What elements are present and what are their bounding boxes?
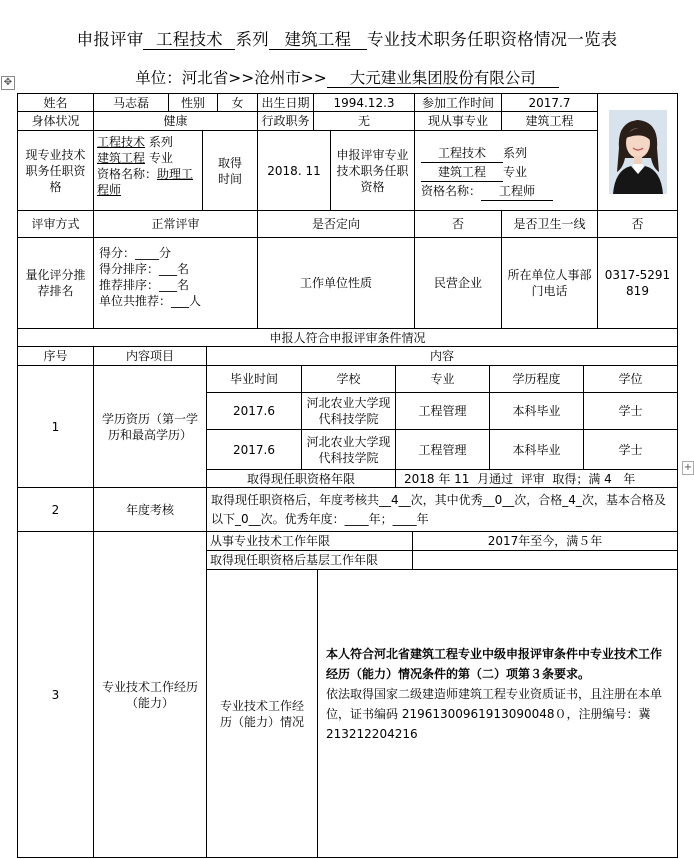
admin-post-value: 无: [313, 111, 415, 131]
edu-header-grad-time: 毕业时间: [206, 365, 302, 393]
apply-qual-label: 申报评审专业技术职务任职资格: [330, 130, 415, 211]
apply-major: 建筑工程: [421, 163, 503, 182]
current-qual-name: 助理工程师: [97, 167, 194, 197]
exp-detail-text: [326, 644, 671, 744]
page-title: [0, 26, 694, 50]
edu-row2-degree: 学士: [583, 429, 678, 470]
major-label: 现从事专业: [414, 111, 502, 131]
exp-no: 3: [17, 531, 94, 858]
current-qual-prefix: 资格名称：: [97, 167, 158, 181]
unit-label: 单位：河北省>>沧州市>>: [135, 69, 327, 87]
edu-header-degree-level: 学历程度: [489, 365, 584, 393]
current-series-suffix: 系列: [148, 135, 173, 149]
table-move-handle[interactable]: ✥: [1, 76, 15, 90]
current-qual-name-line: [97, 166, 199, 198]
hr-phone-label: 所在单位人事部门电话: [501, 237, 598, 329]
exp-detail-normal: 依法取得国家二级建造师建筑工程专业资质证书，且注册在本单位，证书编码 21961300961913090048０，注册编号：冀213212204216: [326, 687, 663, 741]
unit-name: 大元建业集团股份有限公司: [327, 69, 559, 88]
current-series-line: [97, 134, 199, 150]
title-field: 建筑工程: [269, 31, 367, 50]
edu-row1-school: 河北农业大学现代科技学院: [301, 392, 396, 430]
unit-line: [0, 66, 694, 88]
gender-value: 女: [217, 93, 258, 112]
total-recommend-line: 单位共推荐：___人: [99, 294, 202, 308]
title-series: 工程技术: [143, 31, 235, 50]
edu-row2-school: 河北农业大学现代科技学院: [301, 429, 396, 470]
name-value: 马志磊: [93, 93, 169, 112]
apply-series: 工程技术: [421, 144, 503, 163]
edu-item: 学历资历（第一学历和最高学历）: [93, 365, 207, 488]
hr-phone-value: 0317-5291819: [597, 237, 678, 329]
assess-text: 取得现任职资格后，年度考核共__4__次，其中优秀__0__次，合格_4_次，基本合格及以下_0__次。优秀年度：____年；____年: [206, 487, 678, 532]
current-qual-label: 现专业技术职务任职资格: [17, 130, 94, 211]
photo-cell: [597, 93, 678, 211]
section-title: 申报人符合申报评审条件情况: [17, 328, 678, 347]
edu-row1-degree-level: 本科毕业: [489, 392, 584, 430]
title-mid: 系列: [235, 30, 269, 49]
apply-series-line: [421, 144, 553, 163]
birth-label: 出生日期: [257, 93, 314, 112]
edu-row2-grad-time: 2017.6: [206, 429, 302, 470]
col-no-header: 序号: [17, 346, 94, 366]
edu-row2-major: 工程管理: [395, 429, 490, 470]
table-add-row-handle[interactable]: +: [683, 462, 693, 473]
health-frontline-value: 否: [597, 210, 678, 238]
current-major-suffix: 专业: [148, 151, 173, 165]
health-label: 身体状况: [17, 111, 94, 131]
score-rank-line: 得分排序：___名: [99, 262, 190, 276]
applicant-photo: [609, 110, 667, 194]
gender-label: 性别: [168, 93, 218, 112]
health-frontline-label: 是否卫生一线: [501, 210, 598, 238]
assess-item: 年度考核: [93, 487, 207, 532]
major-value: 建筑工程: [501, 111, 598, 131]
edu-row1-degree: 学士: [583, 392, 678, 430]
current-major: 建筑工程: [97, 151, 146, 165]
edu-header-school: 学校: [301, 365, 396, 393]
current-qual-lines: [97, 134, 199, 198]
grassroots-years-label: 取得现任职资格后基层工作年限: [206, 550, 413, 570]
review-method-label: 评审方式: [17, 210, 94, 238]
edu-header-major: 专业: [395, 365, 490, 393]
recommend-rank-line: 推荐排序：___名: [99, 278, 190, 292]
edu-row1-grad-time: 2017.6: [206, 392, 302, 430]
unit-nature-value: 民营企业: [414, 237, 502, 329]
current-qual-value: [93, 130, 203, 211]
exp-item: 专业技术工作经历（能力）: [93, 531, 207, 858]
exp-sub-label: 专业技术工作经历（能力）情况: [206, 569, 318, 858]
rank-lines: [99, 245, 201, 309]
apply-qual-prefix: 资格名称：: [421, 184, 482, 198]
apply-major-suffix: 专业: [503, 165, 528, 179]
edu-row2-degree-level: 本科毕业: [489, 429, 584, 470]
apply-qual-lines: [421, 144, 553, 201]
edu-years-value: 2018 年 11 月通过 评审 取得；满 4 年: [395, 469, 678, 488]
unit-nature-label: 工作单位性质: [257, 237, 415, 329]
obtain-time-value: 2018. 11: [257, 130, 331, 211]
directed-label: 是否定向: [257, 210, 415, 238]
admin-post-label: 行政职务: [257, 111, 314, 131]
score-line: 得分：____分: [99, 246, 172, 260]
work-start-label: 参加工作时间: [414, 93, 502, 112]
edu-header-degree: 学位: [583, 365, 678, 393]
col-content-header: 内容: [206, 346, 678, 366]
exp-years-label: 从事专业技术工作年限: [206, 531, 413, 551]
directed-value: 否: [414, 210, 502, 238]
review-method-value: 正常评审: [93, 210, 258, 238]
grassroots-years-value: [412, 550, 678, 570]
title-suffix: 专业技术职务任职资格情况一览表: [366, 30, 618, 49]
edu-row1-major: 工程管理: [395, 392, 490, 430]
work-start-value: 2017.7: [501, 93, 598, 112]
exp-years-value: 2017年至今，满５年: [412, 531, 678, 551]
rank-label: 量化评分推荐排名: [17, 237, 94, 329]
apply-qual-name-line: [421, 182, 553, 201]
apply-qual-value: [414, 130, 598, 211]
current-major-line: [97, 150, 199, 166]
qualification-form: [18, 94, 679, 859]
health-value: 健康: [93, 111, 258, 131]
birth-value: 1994.12.3: [313, 93, 415, 112]
current-series: 工程技术: [97, 135, 146, 149]
apply-major-line: [421, 163, 553, 182]
rank-value: [93, 237, 258, 329]
col-item-header: 内容项目: [93, 346, 207, 366]
edu-no: 1: [17, 365, 94, 488]
exp-detail-bold: 本人符合河北省建筑工程专业中级申报评审条件中专业技术工作经历（能力）情况条件的第（二）项第３条要求。: [326, 647, 663, 681]
apply-series-suffix: 系列: [503, 146, 528, 160]
apply-qual-name: 工程师: [481, 182, 553, 201]
assess-no: 2: [17, 487, 94, 532]
obtain-time-label: 取得时间: [202, 130, 258, 211]
title-prefix: 申报评审: [76, 30, 144, 49]
edu-years-label: 取得现任职资格年限: [206, 469, 396, 488]
name-label: 姓名: [17, 93, 94, 112]
exp-detail: [317, 569, 678, 858]
